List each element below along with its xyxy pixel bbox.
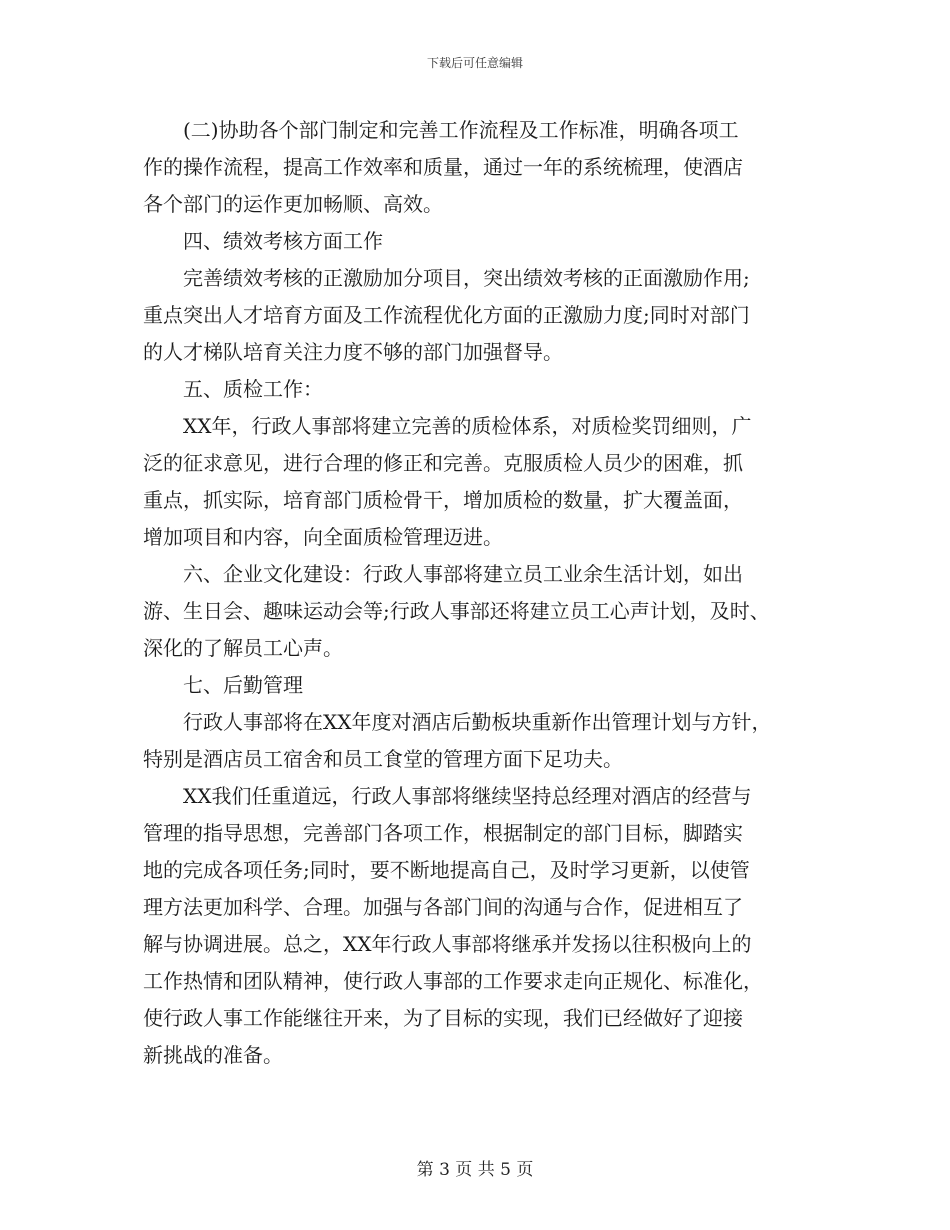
text-line: 完善绩效考核的正激励加分项目，突出绩效考核的正面激励作用; <box>183 266 750 290</box>
text-line: 作的操作流程，提高工作效率和质量，通过一年的系统梳理，使酒店 <box>143 155 743 179</box>
section-heading: 七、后勤管理 <box>183 673 303 697</box>
text-line: 理方法更加科学、合理。加强与各部门间的沟通与合作，促进相互了 <box>143 895 743 919</box>
page-number: 第 3 页 共 5 页 <box>416 1160 534 1180</box>
section-heading: 六、企业文化建设：行政人事部将建立员工业余生活计划，如出 <box>183 562 743 586</box>
section-heading: 四、绩效考核方面工作 <box>183 229 383 253</box>
text-line: 行政人事部将在XX年度对酒店后勤板块重新作出管理计划与方针， <box>183 710 772 734</box>
text-line: 各个部门的运作更加畅顺、高效。 <box>143 192 443 216</box>
text-line: 重点，抓实际，培育部门质检骨干，增加质检的数量，扩大覆盖面， <box>143 488 743 512</box>
section-heading: 五、质检工作： <box>183 377 323 401</box>
text-line: 管理的指导思想，完善部门各项工作，根据制定的部门目标，脚踏实 <box>143 821 743 845</box>
text-line: 深化的了解员工心声。 <box>143 636 343 660</box>
text-line: (二)协助各个部门制定和完善工作流程及工作标准，明确各项工 <box>183 118 739 142</box>
text-line: 使行政人事工作能继往开来，为了目标的实现，我们已经做好了迎接 <box>143 1006 743 1030</box>
text-line: 的人才梯队培育关注力度不够的部门加强督导。 <box>143 340 563 364</box>
page-header: 下载后可任意编辑 <box>426 56 523 70</box>
text-line: 重点突出人才培育方面及工作流程优化方面的正激励力度;同时对部门 <box>143 303 750 327</box>
document-body <box>143 112 815 1074</box>
text-line: 新挑战的准备。 <box>143 1043 283 1067</box>
text-line: 解与协调进展。总之，XX年行政人事部将继承并发扬以往积极向上的 <box>143 932 752 956</box>
text-line: 地的完成各项任务;同时，要不断地提高自己，及时学习更新，以使管 <box>143 858 750 882</box>
text-line: 增加项目和内容，向全面质检管理迈进。 <box>143 525 503 549</box>
text-line: 特别是酒店员工宿舍和员工食堂的管理方面下足功夫。 <box>143 747 623 771</box>
text-line: 游、生日会、趣味运动会等;行政人事部还将建立员工心声计划，及时、 <box>143 599 770 623</box>
text-line: XX年，行政人事部将建立完善的质检体系，对质检奖罚细则，广 <box>183 414 752 438</box>
text-line: 泛的征求意见，进行合理的修正和完善。克服质检人员少的困难，抓 <box>143 451 743 475</box>
text-line: 工作热情和团队精神，使行政人事部的工作要求走向正规化、标准化， <box>143 969 763 993</box>
text-line: XX我们任重道远，行政人事部将继续坚持总经理对酒店的经营与 <box>183 784 752 808</box>
